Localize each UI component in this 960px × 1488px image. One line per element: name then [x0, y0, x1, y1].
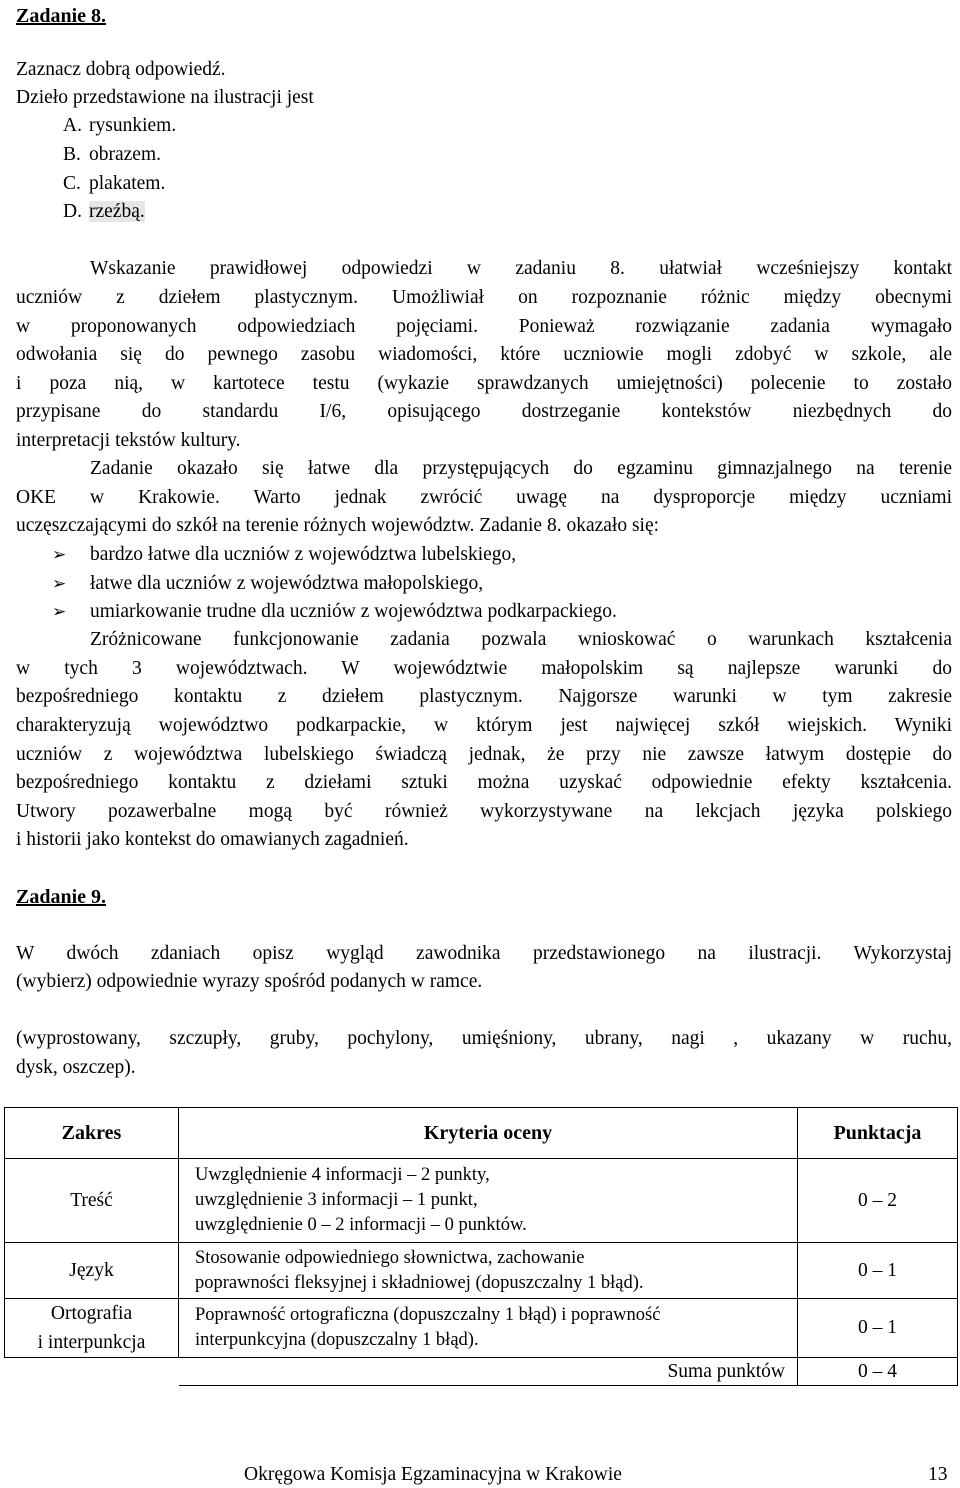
option-b: B. obrazem.	[63, 144, 162, 165]
table-sum-row	[5, 1358, 958, 1386]
table-row	[5, 1299, 958, 1358]
bullet-item: ➢ bardzo łatwe dla uczniów z województwa lubelskiego,	[52, 541, 516, 570]
scoring-table	[4, 1107, 958, 1386]
para1-line5: i poza nią, w kartotece testu (wykazie sprawdzanych umiejętności) polecenie to zostało	[16, 373, 952, 394]
para1-line3: w proponowanych odpowiedziach pojęciami. Ponieważ rozwiązanie zadania wymagało	[16, 316, 952, 337]
para3-line2: w tych 3 województwach. W województwie małopolskim są najlepsze warunki do	[16, 658, 952, 679]
arrow-bullet-icon: ➢	[52, 545, 67, 565]
para3-line4: charakteryzują województwo podkarpackie, w którym jest najwięcej szkół wiejskich. Wyniki	[16, 715, 952, 736]
row-points: 0 – 2	[798, 1159, 958, 1243]
table-header-row	[5, 1108, 958, 1159]
task8-question: Dzieło przedstawione na ilustracji jest	[16, 87, 314, 108]
header-scope: Zakres	[5, 1108, 179, 1159]
table-row	[5, 1159, 958, 1243]
task9-instruction-line2: (wybierz) odpowiednie wyrazy spośród podanych w ramce.	[16, 971, 483, 992]
row-scope: Język	[5, 1243, 179, 1299]
para3-line1: Zróżnicowane funkcjonowanie zadania pozwala wnioskować o warunkach kształcenia	[90, 629, 952, 650]
task8-heading: Zadanie 8.	[16, 5, 107, 27]
header-criteria: Kryteria oceny	[179, 1108, 798, 1159]
task8-instruction: Zaznacz dobrą odpowiedź.	[16, 59, 226, 80]
row-scope: Ortografia i interpunkcja	[5, 1299, 179, 1358]
arrow-bullet-icon: ➢	[52, 602, 67, 622]
row-criteria: Stosowanie odpowiedniego słownictwa, zachowanie poprawności fleksyjnej i składniowej (dopuszczalny 1 błąd).	[179, 1243, 798, 1299]
option-d: D. rzeźbą.	[63, 201, 145, 222]
para2-line3: uczęszczającymi do szkół na terenie różnych województw. Zadanie 8. okazało się:	[16, 515, 660, 536]
para3-line7: Utwory pozawerbalne mogą być również wykorzystywane na lekcjach języka polskiego	[16, 801, 952, 822]
task9-words-line2: dysk, oszczep).	[16, 1057, 136, 1078]
sum-label: Suma punktów	[179, 1358, 798, 1386]
task9-heading: Zadanie 9.	[16, 886, 107, 908]
bullet-item: ➢ łatwe dla uczniów z województwa małopolskiego,	[52, 570, 483, 599]
para1-line4: odwołania się do pewnego zasobu wiadomości, które uczniowie mogli zdobyć w szkole, ale	[16, 344, 952, 365]
para3-line8: i historii jako kontekst do omawianych zagadnień.	[16, 829, 409, 850]
bullet-item: ➢ umiarkowanie trudne dla uczniów z województwa podkarpackiego.	[52, 598, 617, 627]
para3-line6: bezpośredniego kontaktu z dziełami sztuki można uzyskać odpowiednie efekty kształcenia.	[16, 772, 952, 793]
table-row	[5, 1243, 958, 1299]
para1-line2: uczniów z dziełem plastycznym. Umożliwiał on rozpoznanie różnic między obecnymi	[16, 287, 952, 308]
sum-value: 0 – 4	[798, 1358, 958, 1386]
para1-line1: Wskazanie prawidłowej odpowiedzi w zadaniu 8. ułatwiał wcześniejszy kontakt	[90, 258, 952, 279]
row-points: 0 – 1	[798, 1299, 958, 1358]
option-c: C. plakatem.	[63, 173, 166, 194]
correct-answer-highlight: rzeźbą.	[89, 201, 145, 222]
header-points: Punktacja	[798, 1108, 958, 1159]
row-criteria: Poprawność ortograficzna (dopuszczalny 1 błąd) i poprawność interpunkcyjna (dopuszczalny 1 błąd).	[179, 1299, 798, 1358]
para3-line3: bezpośredniego kontaktu z dziełem plastycznym. Najgorsze warunki w tym zakresie	[16, 686, 952, 707]
para1-line7: interpretacji tekstów kultury.	[16, 430, 241, 451]
footer-institution: Okręgowa Komisja Egzaminacyjna w Krakowie	[244, 1464, 622, 1485]
para1-line6: przypisane do standardu I/6, opisującego dostrzeganie kontekstów niezbędnych do	[16, 401, 952, 422]
row-points: 0 – 1	[798, 1243, 958, 1299]
option-a: A. rysunkiem.	[63, 115, 177, 136]
row-scope: Treść	[5, 1159, 179, 1243]
task9-instruction-line1: W dwóch zdaniach opisz wygląd zawodnika przedstawionego na ilustracji. Wykorzystaj	[16, 943, 952, 964]
page-number: 13	[928, 1464, 948, 1485]
row-criteria: Uwzględnienie 4 informacji – 2 punkty, uwzględnienie 3 informacji – 1 punkt, uwzględnienie 0 – 2 informacji – 0 punktów.	[179, 1159, 798, 1243]
para3-line5: uczniów z województwa lubelskiego świadczą jednak, że przy nie zawsze łatwym dostępie do	[16, 744, 952, 765]
arrow-bullet-icon: ➢	[52, 574, 67, 594]
para2-line2: OKE w Krakowie. Warto jednak zwrócić uwagę na dysproporcje między uczniami	[16, 487, 952, 508]
para2-line1: Zadanie okazało się łatwe dla przystępujących do egzaminu gimnazjalnego na terenie	[90, 458, 952, 479]
task9-words-line1: (wyprostowany, szczupły, gruby, pochylony, umięśniony, ubrany, nagi , ukazany w ruchu,	[16, 1028, 952, 1049]
